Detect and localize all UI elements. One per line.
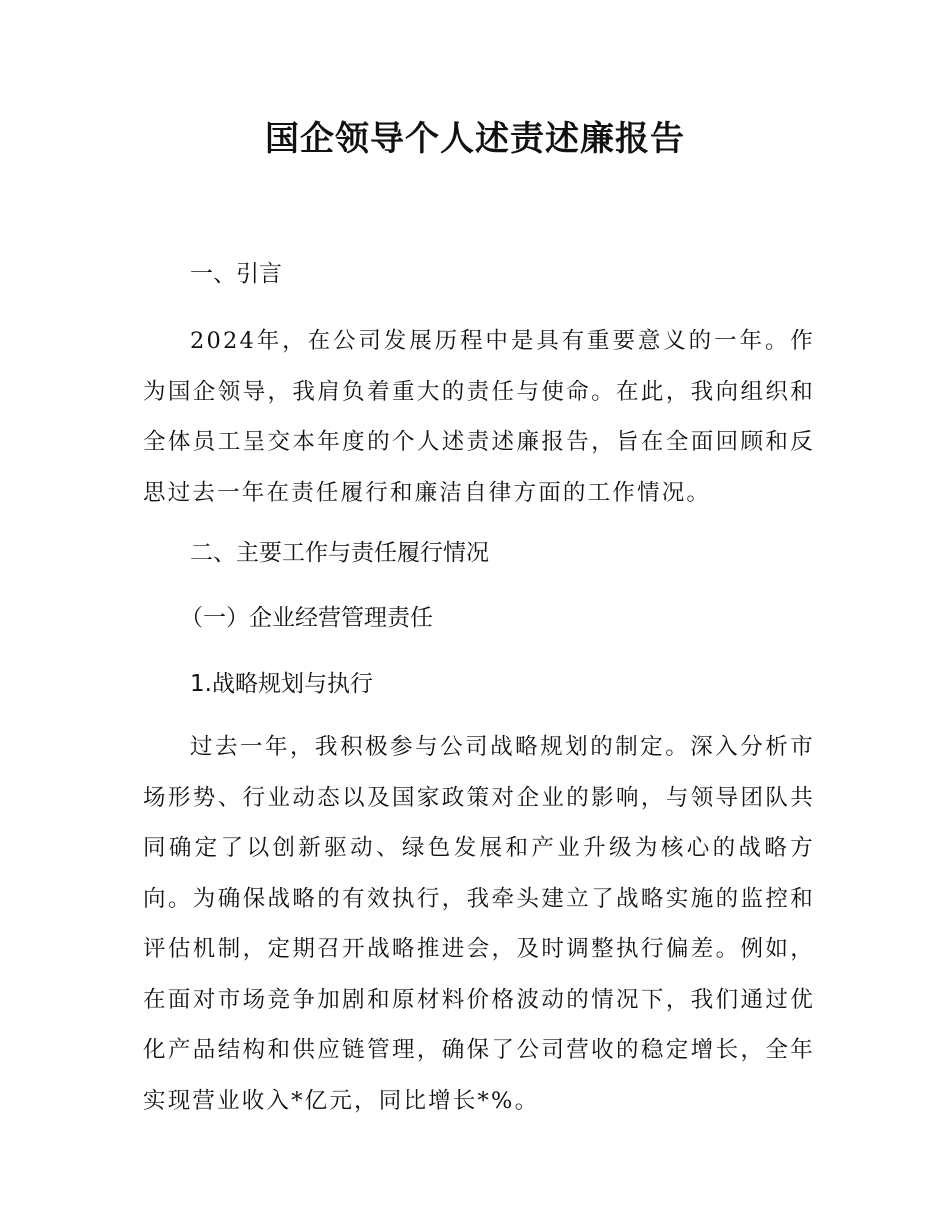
- section-heading-main-work: 二、主要工作与责任履行情况: [190, 540, 489, 566]
- introduction-paragraph: 2024年，在公司发展历程中是具有重要意义的一年。作为国企领导，我肩负着重大的责任与使命。在此，我向组织和全体员工呈交本年度的个人述责述廉报告，旨在全面回顾和反思过去一年在责任履行和廉洁自律方面的工作情况。: [143, 328, 815, 506]
- strategy-paragraph: 过去一年，我积极参与公司战略规划的制定。深入分析市场形势、行业动态以及国家政策对企业的影响，与领导团队共同确定了以创新驱动、绿色发展和产业升级为核心的战略方向。为确保战略的有效执行，我牵头建立了战略实施的监控和评估机制，定期召开战略推进会，及时调整执行偏差。例如，在面对市场竞争加剧和原材料价格波动的情况下，我们通过优化产品结构和供应链管理，确保了公司营收的稳定增长，全年实现营业收入*亿元，同比增长*%。: [143, 734, 815, 1114]
- subsection-heading-business-management: （一）企业经营管理责任: [180, 605, 433, 631]
- section-heading-introduction: 一、引言: [190, 261, 282, 287]
- item-heading-strategy: 1.战略规划与执行: [190, 671, 373, 697]
- document-title: 国企领导个人述责述廉报告: [265, 119, 685, 159]
